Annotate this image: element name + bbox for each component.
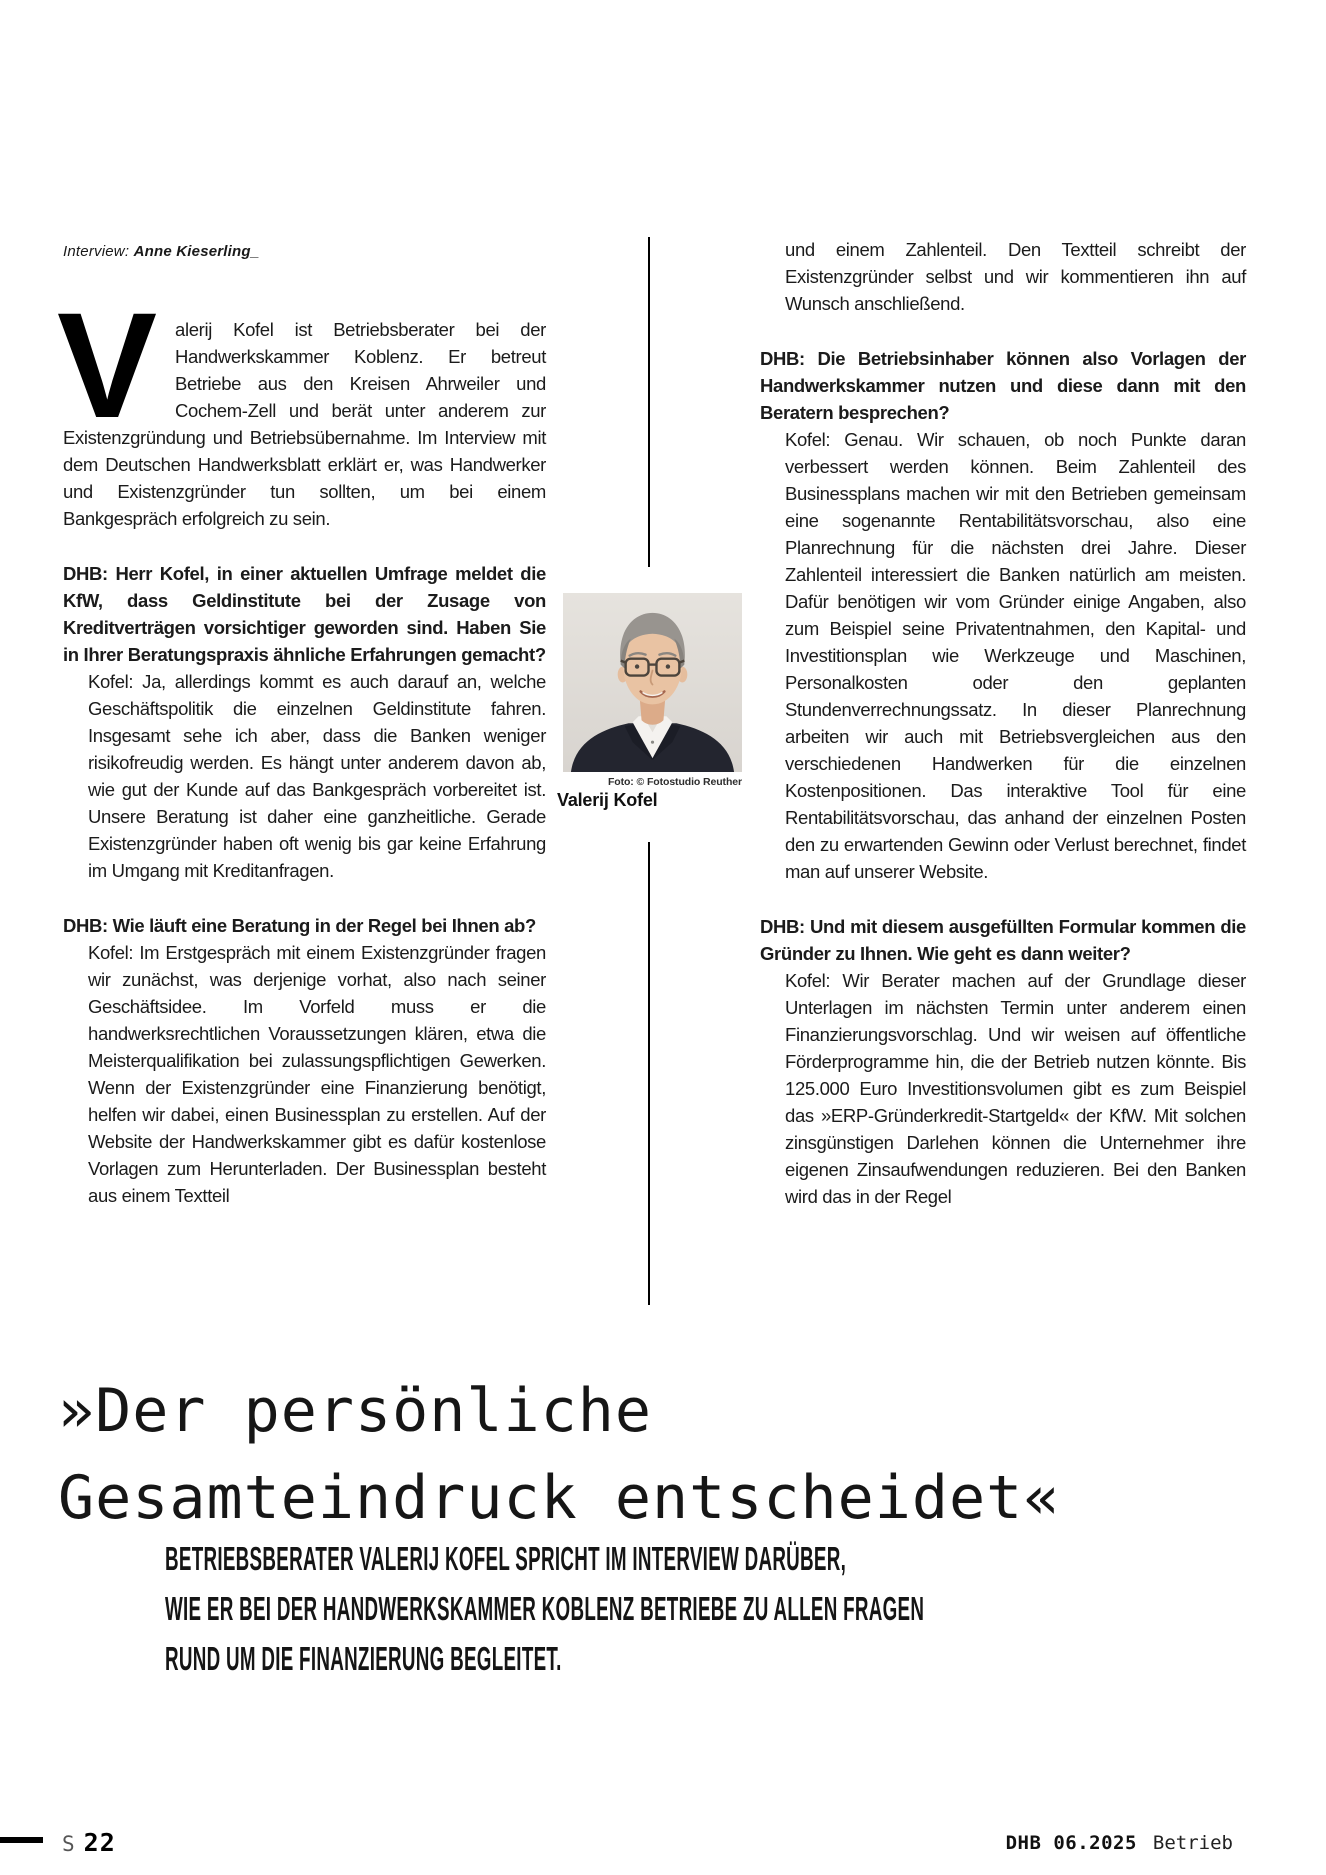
answer-1: Kofel: Ja, allerdings kommt es auch darauf an, welche Geschäftspolitik die einzelnen Geldinstitute fahren. Insgesamt sehe ich aber, dass die Banken weniger risikofreudig werden. Es hängt unter anderem davon ab, wie gut der Kunde auf das Bankgespräch vorbereitet ist. Unsere Beratung ist daher eine ganzheitliche. Gerade Existenzgründer haben oft wenig bis gar keine Erfahrung im Umgang mit Kreditanfragen. xyxy=(88,671,546,881)
quote-headline-line1: »Der persönliche xyxy=(58,1376,652,1446)
column-divider-top xyxy=(648,237,650,567)
answer-2-left: Kofel: Im Erstgespräch mit einem Existenzgründer fragen wir zunächst, was derjenige vorhat, also nach seiner Geschäftsidee. Im Vorfeld muss er die handwerksrechtlichen Voraussetzungen klären, etwa die Meisterqualifikation bei zulassungspflichtigen Gewerken. Wenn der Existenzgründer eine Finanzierung benötigt, helfen wir dabei, einen Businessplan zu erstellen. Auf der Website der Handwerkskammer gibt es dafür kostenlose Vorlagen zum Herunterladen. Der Businessplan besteht aus einem Textteil xyxy=(88,942,546,1206)
portrait-illustration xyxy=(563,593,742,772)
byline xyxy=(63,243,259,260)
question-3: DHB: Die Betriebsinhaber können also Vorlagen der Handwerkskammer nutzen und diese dann mit den Beratern besprechen? xyxy=(760,348,1246,423)
left-column xyxy=(57,281,546,1209)
answer-4: Kofel: Wir Berater machen auf der Grundlage dieser Unterlagen im nächsten Termin unter anderem einen Finanzierungsvorschlag. Und wir weisen auf öffentliche Förderprogramme hin, die der Betrieb nutzen könnte. Bis 125.000 Euro Investitionsvolumen gibt es zum Beispiel das »ERP-Gründerkredit-Startgeld« der KfW. Mit solchen zinsgünstigen Darlehen können die Unternehmer ihre eigenen Zinsaufwendungen reduzieren. Bei den Banken wird das in der Regel xyxy=(785,970,1246,1207)
right-column xyxy=(760,236,1246,1210)
question-4: DHB: Und mit diesem ausgefüllten Formular kommen die Gründer zu Ihnen. Wie geht es dann weiter? xyxy=(760,916,1246,964)
answer-3: Kofel: Genau. Wir schauen, ob noch Punkte daran verbessert werden können. Beim Zahlenteil des Businessplans machen wir mit den Betrieben gemeinsam eine sogenannte Rentabilitätsvorschau, also eine Planrechnung für die nächsten drei Jahre. Dieser Zahlenteil interessiert die Banken natürlich am meisten. Dafür benötigen wir vom Gründer einige Angaben, also zum Beispiel seine Privatentnahmen, den Kapital- und Investitionsplan wie Werkzeuge und Maschinen, Personalkosten oder den geplanten Stundenverrechnungssatz. In dieser Planrechnung arbeiten wir auch mit Betriebsvergleichen aus den verschiedenen Handwerken für die einzelnen Kostenpositionen. Das interaktive Tool für eine Rentabilitätsvorschau, das anhand der einzelnen Posten den zu erwartenden Gewinn oder Verlust berechnet, findet man auf unserer Website. xyxy=(785,429,1246,882)
dropcap-letter: V xyxy=(57,281,158,449)
subheadline xyxy=(165,1540,1326,1690)
question-1: DHB: Herr Kofel, in einer aktuellen Umfrage meldet die KfW, dass Geldinstitute bei der Zusage von Kreditverträgen vorsichtiger geworden sind. Haben Sie in Ihrer Beratungspraxis ähnliche Erfahrungen gemacht? xyxy=(63,563,546,665)
quote-headline-line2: Gesamteindruck entscheidet« xyxy=(58,1463,1061,1533)
page-number xyxy=(62,1828,116,1857)
column-divider-bottom xyxy=(648,842,650,1305)
photo-caption: Valerij Kofel xyxy=(557,790,658,810)
footer-rule xyxy=(0,1837,43,1843)
kofel-portrait-photo xyxy=(563,593,742,772)
issue-label: DHB 06.2025 xyxy=(1005,1832,1137,1854)
page-number-label: S xyxy=(62,1832,75,1856)
page-number-value: 22 xyxy=(83,1828,116,1857)
subheadline-line2: WIE ER BEI DER HANDWERKSKAMMER KOBLENZ BETRIEBE ZU ALLEN FRAGEN xyxy=(165,1590,925,1627)
photo-credit: Foto: © Fotostudio Reuther xyxy=(607,776,742,788)
intro-paragraph xyxy=(57,281,546,532)
section-label: Betrieb xyxy=(1152,1832,1233,1854)
byline-author: Anne Kieserling_ xyxy=(133,243,260,260)
footer-issue-info xyxy=(1006,1832,1233,1854)
question-2: DHB: Wie läuft eine Beratung in der Regel bei Ihnen ab? xyxy=(63,915,536,936)
byline-prefix: Interview: xyxy=(63,243,130,260)
intro-text: alerij Kofel ist Betriebsberater bei der Handwerkskammer Koblenz. Er betreut Betriebe aus den Kreisen Ahrweiler und Cochem-Zell und berät unter anderem zur Existenzgründung und Betriebsübernahme. Im Interview mit dem Deutschen Handwerksblatt erklärt er, was Handwerker und Existenzgründer tun sollten, um bei einem Bankgespräch erfolgreich zu sein. xyxy=(63,319,546,529)
quote-headline xyxy=(58,1368,1060,1542)
answer-2-right: und einem Zahlenteil. Den Textteil schreibt der Existenzgründer selbst und wir kommentieren ihn auf Wunsch anschließend. xyxy=(785,239,1246,314)
subheadline-line3: RUND UM DIE FINANZIERUNG BEGLEITET. xyxy=(165,1640,562,1677)
subheadline-line1: BETRIEBSBERATER VALERIJ KOFEL SPRICHT IM INTERVIEW DARÜBER, xyxy=(165,1540,847,1577)
